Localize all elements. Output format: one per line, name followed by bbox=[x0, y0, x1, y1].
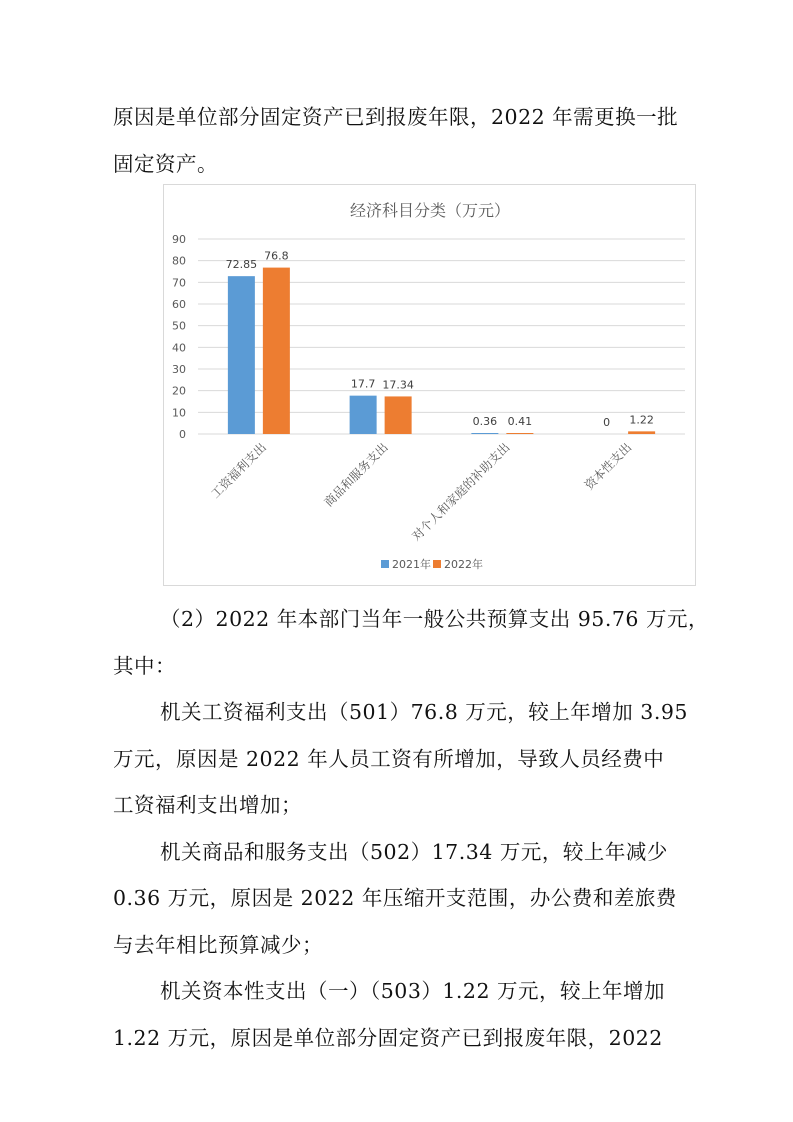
paragraph-line-2: 固定资产。 bbox=[113, 152, 218, 176]
paragraph-line-1: 原因是单位部分固定资产已到报废年限，2022 年需更换一批 bbox=[113, 105, 679, 129]
paragraph-line-5: 机关工资福利支出（501）76.8 万元，较上年增加 3.95 bbox=[160, 700, 688, 724]
data-label: 0.36 bbox=[472, 415, 498, 428]
paragraph-line-10: 与去年相比预算减少； bbox=[113, 933, 323, 957]
y-tick-label: 60 bbox=[172, 298, 186, 311]
data-label: 1.22 bbox=[629, 413, 654, 427]
data-label: 0.41 bbox=[507, 415, 533, 428]
paragraph-line-7: 工资福利支出增加； bbox=[113, 793, 302, 817]
paragraph-line-8: 机关商品和服务支出（502）17.34 万元，较上年减少 bbox=[160, 840, 668, 864]
chart-canvas bbox=[164, 185, 697, 587]
bar bbox=[385, 396, 412, 434]
y-tick-label: 70 bbox=[172, 276, 186, 290]
paragraph-line-9: 0.36 万元，原因是 2022 年压缩开支范围，办公费和差旅费 bbox=[113, 886, 677, 910]
legend-label: 2021年 bbox=[392, 558, 431, 571]
paragraph-line-3: （2）2022 年本部门当年一般公共预算支出 95.76 万元， bbox=[160, 607, 709, 631]
bar bbox=[471, 433, 498, 434]
chart-title: 经济科目分类（万元） bbox=[349, 201, 511, 220]
paragraph-line-12: 1.22 万元，原因是单位部分固定资产已到报废年限，2022 bbox=[113, 1026, 663, 1050]
x-category-label: 商品和服务支出 bbox=[321, 440, 391, 510]
data-label: 0 bbox=[603, 416, 611, 429]
paragraph-line-4: 其中： bbox=[113, 654, 176, 678]
paragraph-line-6: 万元，原因是 2022 年人员工资有所增加，导致人员经费中 bbox=[113, 747, 665, 771]
bar bbox=[263, 268, 290, 434]
legend-swatch bbox=[433, 560, 441, 568]
x-category-label: 资本性支出 bbox=[581, 440, 635, 493]
y-tick-label: 0 bbox=[179, 428, 186, 441]
bar bbox=[628, 431, 655, 434]
data-label: 76.8 bbox=[264, 249, 289, 263]
y-tick-label: 90 bbox=[172, 233, 186, 246]
bar-chart bbox=[163, 184, 696, 586]
data-label: 17.7 bbox=[350, 377, 376, 391]
legend-label: 2022年 bbox=[444, 558, 483, 571]
bar bbox=[228, 276, 255, 434]
legend-swatch bbox=[381, 560, 389, 568]
data-label: 17.34 bbox=[382, 378, 414, 392]
bar bbox=[350, 396, 377, 434]
y-tick-label: 20 bbox=[172, 384, 186, 398]
bar bbox=[506, 433, 533, 434]
paragraph-line-11: 机关资本性支出（一）（503）1.22 万元，较上年增加 bbox=[160, 979, 666, 1003]
x-category-label: 工资福利支出 bbox=[208, 440, 269, 502]
y-tick-label: 40 bbox=[172, 341, 186, 355]
y-tick-label: 50 bbox=[172, 319, 186, 333]
data-label: 72.85 bbox=[225, 258, 258, 272]
y-tick-label: 30 bbox=[172, 363, 186, 376]
y-tick-label: 80 bbox=[172, 254, 186, 268]
x-category-label: 对个人和家庭的补助支出 bbox=[409, 440, 513, 544]
y-tick-label: 10 bbox=[172, 406, 186, 420]
